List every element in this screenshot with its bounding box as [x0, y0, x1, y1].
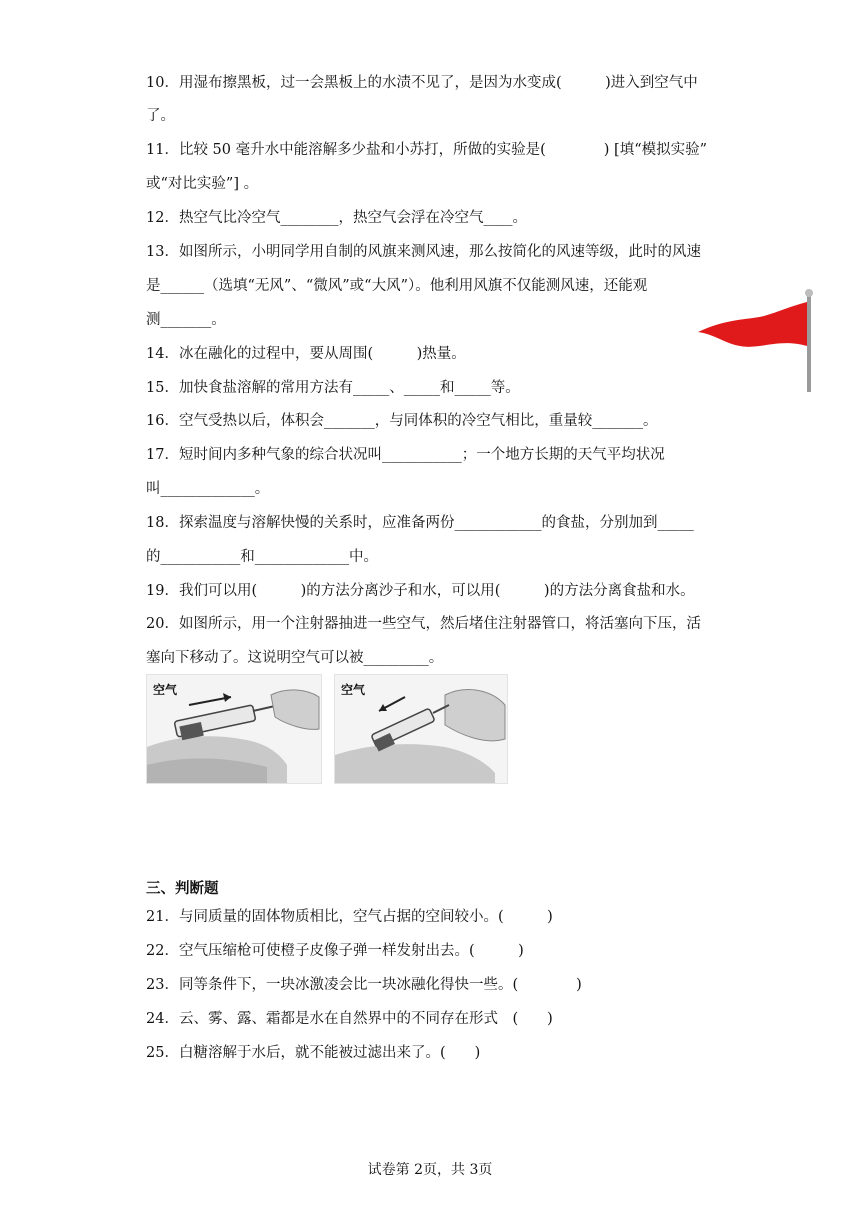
- question-25: 25．白糖溶解于水后，就不能被过滤出来了。( ): [146, 1045, 481, 1061]
- question-20-line2: 塞向下移动了。这说明空气可以被_________。: [146, 650, 444, 666]
- question-18-line1: 18．探索温度与溶解快慢的关系时，应准备两份____________的食盐，分别加到_____: [146, 515, 694, 531]
- question-18-line2: 的___________和_____________中。: [146, 549, 378, 565]
- question-15: 15．加快食盐溶解的常用方法有_____、_____和_____等。: [146, 380, 520, 396]
- syringe-photo-1: [146, 674, 322, 784]
- syringe-photo-2: [334, 674, 508, 784]
- question-19: 19．我们可以用( )的方法分离沙子和水，可以用( )的方法分离食盐和水。: [146, 583, 695, 599]
- question-17-line2: 叫_____________。: [146, 481, 270, 497]
- question-24: 24．云、雾、露、霜都是水在自然界中的不同存在形式 ( ): [146, 1011, 553, 1027]
- page-footer: 试卷第 2页，共 3页: [367, 1162, 493, 1178]
- question-23: 23．同等条件下，一块冰激凌会比一块冰融化得快一些。( ): [146, 977, 582, 993]
- question-11-line2: 或“对比实验”] 。: [146, 176, 259, 192]
- question-12: 12．热空气比冷空气________，热空气会浮在冷空气____。: [146, 210, 527, 226]
- question-22: 22．空气压缩枪可使橙子皮像子弹一样发射出去。( ): [146, 943, 524, 959]
- section-3-heading: 三、判断题: [146, 880, 219, 897]
- wind-flag-icon: [696, 288, 818, 400]
- photo-label-1: 空气: [153, 683, 178, 697]
- question-13-line2: 是______（选填“无风”、“微风”或“大风”）。他利用风旗不仅能测风速，还能观: [146, 278, 648, 294]
- question-10-line1: 10．用湿布擦黑板，过一会黑板上的水渍不见了，是因为水变成( )进入到空气中: [146, 75, 698, 91]
- question-20-line1: 20．如图所示，用一个注射器抽进一些空气，然后堵住注射器管口，将活塞向下压，活: [146, 616, 701, 632]
- question-17-line1: 17．短时间内多种气象的综合状况叫___________；一个地方长期的天气平均状况: [146, 447, 665, 463]
- question-13-line3: 测_______。: [146, 312, 226, 328]
- question-16: 16．空气受热以后，体积会_______，与同体积的冷空气相比，重量较_______。: [146, 413, 658, 429]
- question-14: 14．冰在融化的过程中，要从周围( )热量。: [146, 346, 466, 362]
- question-13-line1: 13．如图所示，小明同学用自制的风旗来测风速，那么按简化的风速等级，此时的风速: [146, 244, 701, 260]
- question-11-line1: 11．比较 50 毫升水中能溶解多少盐和小苏打，所做的实验是( ) [填“模拟实验”: [146, 142, 708, 158]
- photo-label-2: 空气: [341, 683, 366, 697]
- question-21: 21．与同质量的固体物质相比，空气占据的空间较小。( ): [146, 909, 553, 925]
- question-10-line2: 了。: [146, 108, 175, 124]
